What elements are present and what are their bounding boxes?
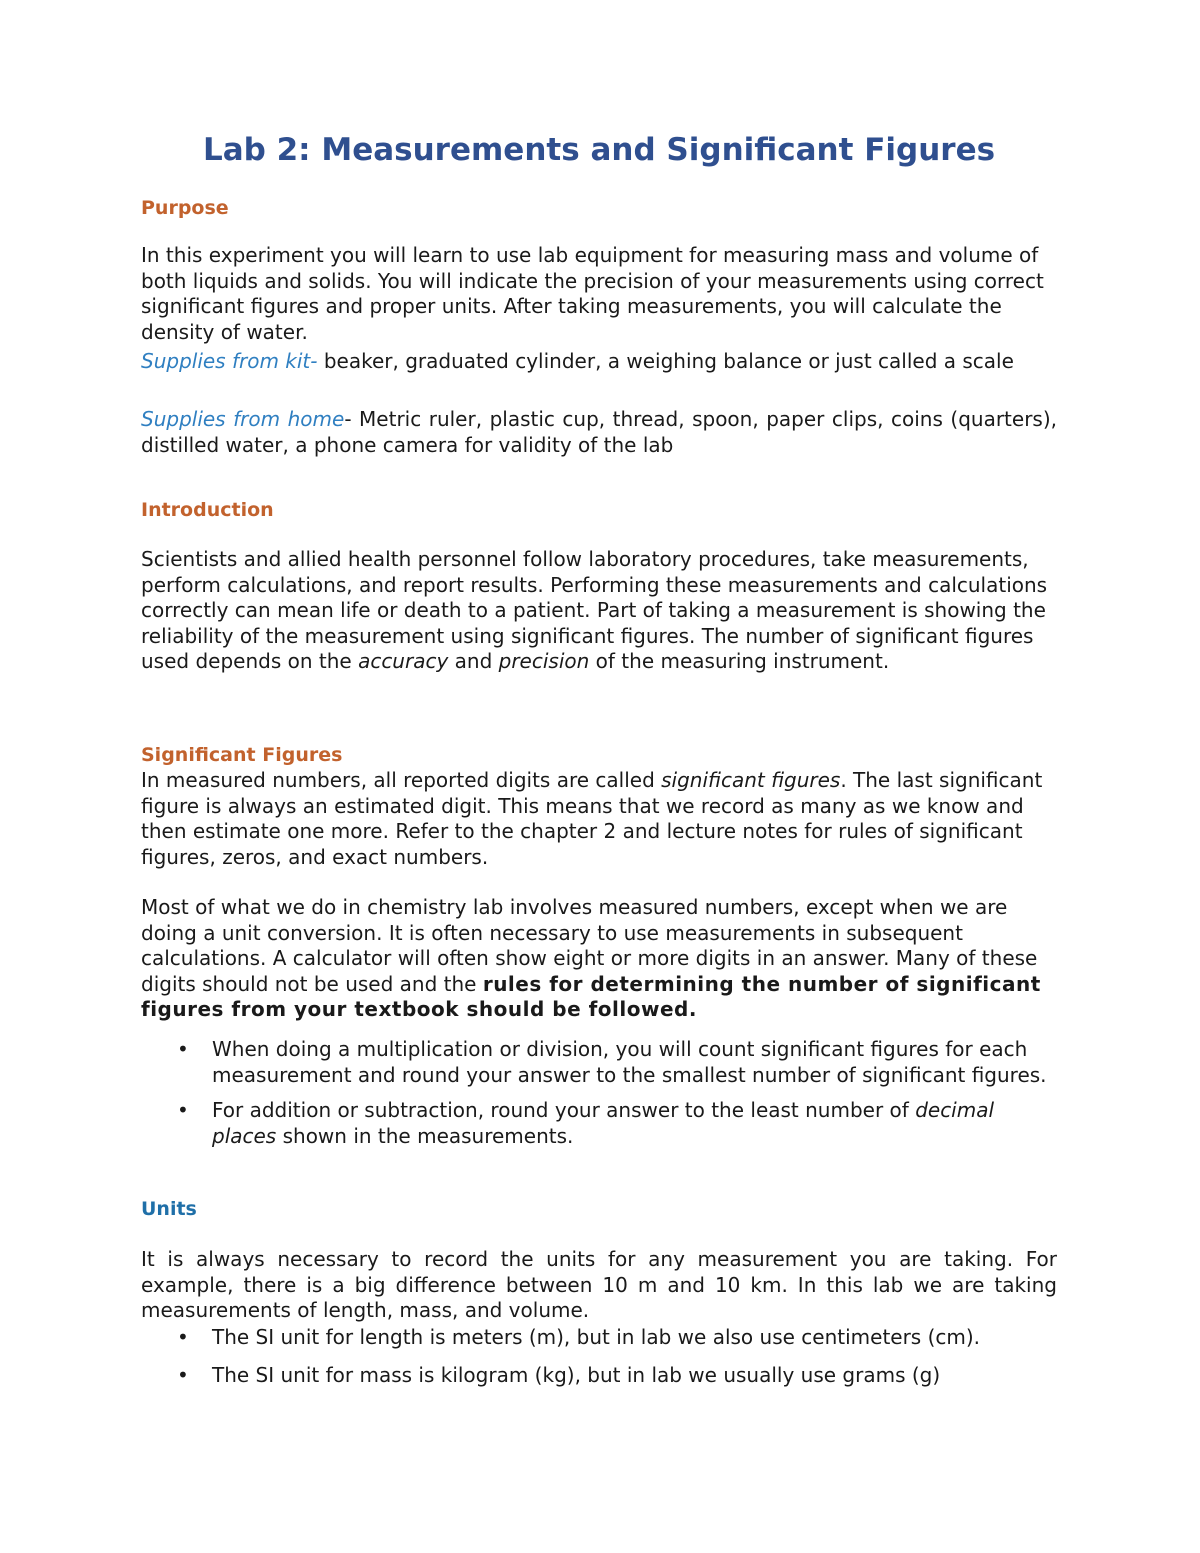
home-supplies-paragraph — [141, 407, 1057, 458]
bullet-icon: • — [177, 1037, 189, 1061]
introduction-paragraph — [141, 547, 1057, 675]
sigfigs-bullet-list — [141, 1037, 1057, 1149]
bullet-icon: • — [177, 1325, 189, 1349]
sigfigs-p1-em: significant figures — [661, 768, 841, 792]
bullet-text: When doing a multiplication or division, you will count significant figures for each measurement and round your answer to the smallest number of significant figures. — [212, 1037, 1047, 1087]
bullet-em: decimal places — [212, 1098, 995, 1148]
sigfigs-p1-text-b: . The last significant figure is always an estimated digit. This means that we record as many as we know and then estimate one more. Refer to the chapter 2 and lecture notes for rules of significant figures, zeros, and exact numbers. — [141, 768, 1043, 869]
sigfigs-p2-bold-rule: rules for determining the number of significant figures from your textbook should be followed. — [141, 971, 1041, 1021]
sigfigs-p1-text-a: In measured numbers, all reported digits are called — [141, 768, 662, 792]
kit-supplies-text: beaker, graduated cylinder, a weighing balance or just called a scale — [317, 349, 1014, 373]
home-supplies-text: - Metric ruler, plastic cup, thread, spoon, paper clips, coins (quarters), distilled water, a phone camera for validity of the lab — [141, 407, 1057, 457]
list-item — [141, 1037, 1057, 1088]
sigfigs-paragraph-1 — [141, 768, 1057, 870]
kit-supplies-paragraph — [141, 349, 1057, 375]
purpose-paragraph: In this experiment you will learn to use lab equipment for measuring mass and volume of both liquids and solids. You will indicate the precision of your measurements using correct significant figures and proper units. After taking measurements, you will calculate the density of water. — [141, 243, 1044, 344]
introduction-heading: Introduction — [141, 499, 274, 521]
intro-accuracy: accuracy — [358, 649, 449, 673]
home-supplies-label: Supplies from home — [141, 407, 345, 431]
sigfigs-paragraph-2 — [141, 895, 1057, 1023]
intro-text-3: of the measuring instrument. — [589, 649, 890, 673]
bullet-text: The SI unit for mass is kilogram (kg), but in lab we usually use grams (g) — [212, 1362, 941, 1387]
intro-text-2: and — [448, 649, 499, 673]
bullet-icon: • — [177, 1362, 189, 1387]
list-item — [141, 1363, 1057, 1389]
units-heading: Units — [141, 1198, 197, 1220]
sigfigs-p2-text: Most of what we do in chemistry lab involves measured numbers, except when we are doing a unit conversion. It is often necessary to use measurements in subsequent calculations. A calculator will often show eight or more digits in an answer. Many of these digits should not be used and the — [141, 895, 1038, 996]
bullet-icon: • — [177, 1098, 189, 1122]
units-bullet-list — [141, 1325, 1057, 1388]
bullet-text: shown in the measurements. — [276, 1123, 574, 1148]
bullet-text: The SI unit for length is meters (m), but in lab we also use centimeters (cm). — [212, 1325, 981, 1349]
intro-text-1: Scientists and allied health personnel follow laboratory procedures, take measurements, perform calculations, and report results. Performing these measurements and calculations correctly can mean life or death to a patient. Part of taking a measurement is showing the reliability of the measurement using significant figures. The number of significant figures used depends on the — [141, 547, 1048, 673]
kit-supplies-label: Supplies from kit- — [141, 349, 318, 373]
purpose-heading: Purpose — [141, 197, 229, 219]
units-paragraph: It is always necessary to record the units for any measurement you are taking. For example, there is a big difference between 10 m and 10 km. In this lab we are taking measurements of length, mass, and volume. — [141, 1247, 1057, 1322]
page-title: Lab 2: Measurements and Significant Figures — [202, 132, 996, 168]
intro-precision: precision — [498, 649, 590, 673]
list-item — [141, 1098, 1057, 1149]
significant-figures-heading: Significant Figures — [141, 744, 343, 766]
list-item — [141, 1325, 1057, 1351]
bullet-text: For addition or subtraction, round your answer to the least number of — [212, 1098, 916, 1122]
